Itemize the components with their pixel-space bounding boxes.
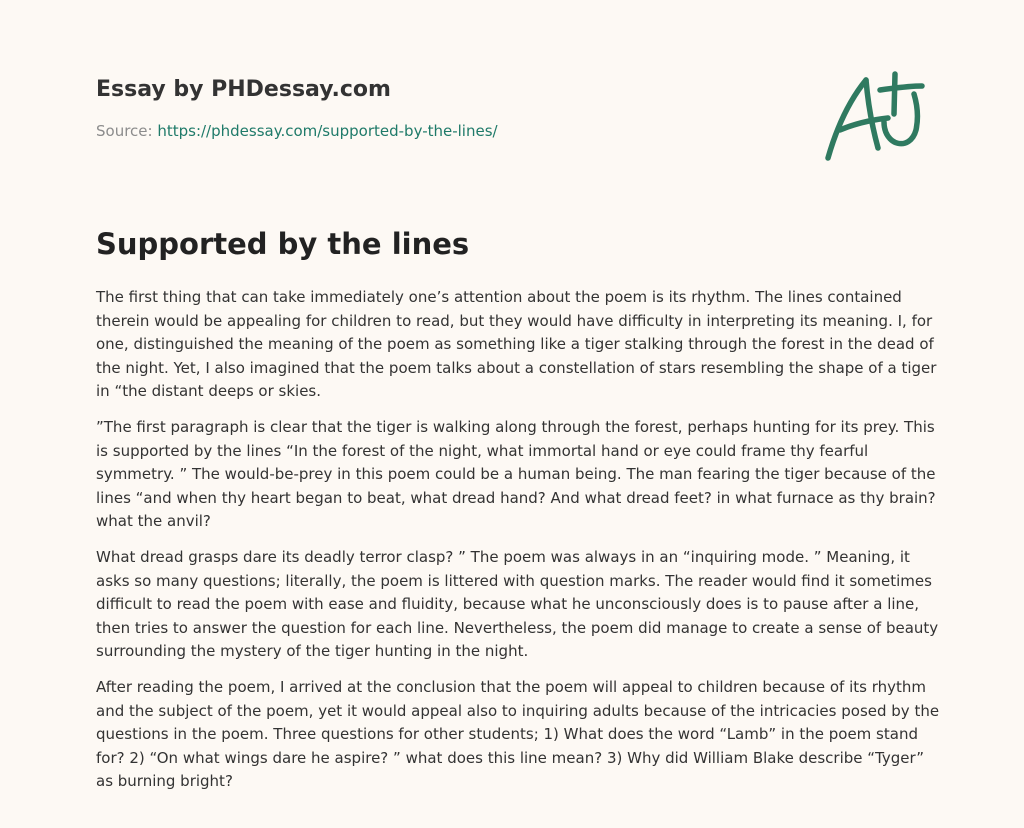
- a-plus-logo-icon: [818, 64, 930, 164]
- essay-paragraph-4: After reading the poem, I arrived at the conclusion that the poem will appeal to children because of its rhythm and the subject of the poem, yet it would appeal also to inquiring adults because of the intricacies posed by the questions in the poem. Three questions for other students; 1) What does the word “Lamb” in the poem stand for? 2) “On what wings dare he aspire? ” what does this line mean? 3) Why did William Blake describe “Tyger” as burning bright?: [96, 677, 940, 791]
- site-title: Essay by PHDessay.com: [96, 77, 391, 102]
- source-link[interactable]: https://phdessay.com/supported-by-the-lines/: [157, 122, 498, 140]
- essay-paragraph-3: What dread grasps dare its deadly terror clasp? ” The poem was always in an “inquiring mode. ” Meaning, it asks so many questions; literally, the poem is littered with question marks. The reader would find it sometimes difficult to read the poem with ease and fluidity, because what he unconsciously does is to pause after a line, then tries to answer the question for each line. Nevertheless, the poem did manage to create a sense of beauty surrounding the mystery of the tiger hunting in the night.: [96, 547, 939, 661]
- essay-body: [96, 224, 944, 806]
- essay-paragraph-2: ”The first paragraph is clear that the tiger is walking along through the forest, perhaps hunting for its prey. This is supported by the lines “In the forest of the night, what immortal hand or eye could frame thy fearful symmetry. ” The would-be-prey in this poem could be a human being. The man fearing the tiger because of the lines “and when thy heart began to beat, what dread hand? And what dread feet? in what furnace as thy brain? what the anvil?: [96, 417, 936, 531]
- source-label: Source:: [96, 122, 158, 140]
- essay-title: Supported by the lines: [96, 227, 470, 261]
- essay-paragraph-1: The first thing that can take immediately one’s attention about the poem is its rhythm. The lines contained therein would be appealing for children to read, but they would have difficulty in interpreting its meaning. I, for one, distinguished the meaning of the poem as something like a tiger stalking through the forest in the dead of the night. Yet, I also imagined that the poem talks about a constellation of stars resembling the shape of a tiger in “the distant deeps or skies.: [96, 288, 937, 401]
- page-header: [96, 74, 796, 142]
- source-line: [96, 120, 796, 142]
